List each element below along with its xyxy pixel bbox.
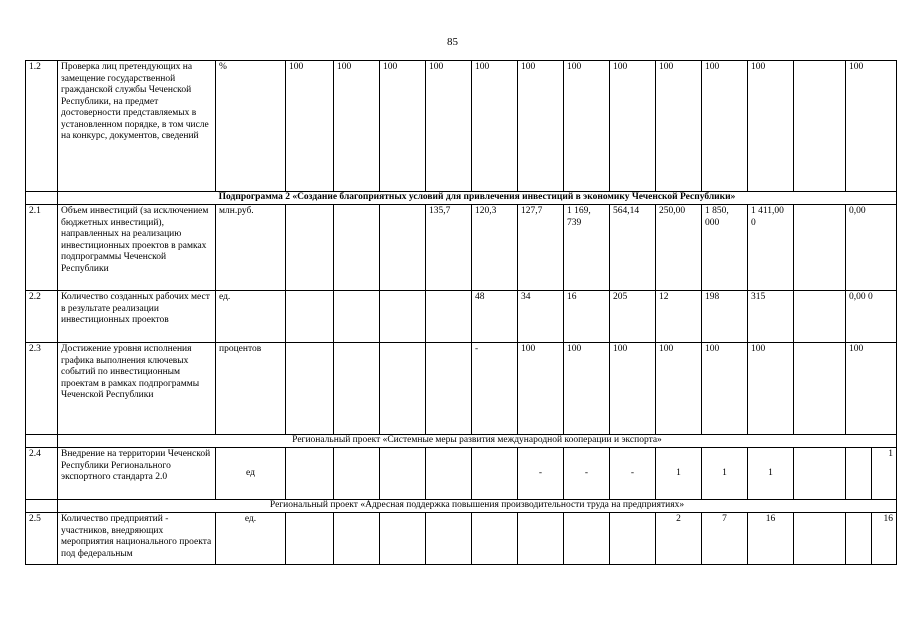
value-cell: 100	[286, 61, 334, 192]
row-number: 2.2	[26, 291, 58, 343]
value-cell	[472, 513, 518, 565]
regional-project-title: Региональный проект «Системные меры развития международной кооперации и экспорта»	[58, 435, 897, 448]
value-cell: 100	[472, 61, 518, 192]
value-cell: -	[564, 448, 610, 500]
value-cell: 1 169, 739	[564, 205, 610, 291]
value-cell	[380, 205, 426, 291]
value-cell	[472, 448, 518, 500]
value-cell: 16	[748, 513, 794, 565]
value-cell	[794, 448, 846, 500]
value-cell	[426, 343, 472, 435]
value-cell: 100	[564, 343, 610, 435]
value-cell	[286, 205, 334, 291]
value-cell: 135,7	[426, 205, 472, 291]
value-cell	[564, 513, 610, 565]
indicator-name: Количество предприятий - участников, внедряющих мероприятия национального проекта под федеральным	[58, 513, 216, 565]
regional-project-title: Региональный проект «Адресная поддержка повышения производительности труда на предприятиях»	[58, 500, 897, 513]
unit-cell: млн.руб.	[216, 205, 286, 291]
indicator-name: Количество созданных рабочих мест в результате реализации инвестиционных проектов	[58, 291, 216, 343]
value-cell: 100	[656, 343, 702, 435]
value-cell	[794, 343, 846, 435]
value-cell: 100	[702, 61, 748, 192]
row-number: 2.1	[26, 205, 58, 291]
value-cell: 564,14	[610, 205, 656, 291]
value-cell	[380, 343, 426, 435]
value-cell	[610, 513, 656, 565]
value-cell	[518, 513, 564, 565]
value-cell: 0,00	[846, 205, 897, 291]
value-cell: 1 411,00 0	[748, 205, 794, 291]
value-cell: 100	[518, 343, 564, 435]
value-cell: 100	[846, 61, 897, 192]
value-cell	[286, 448, 334, 500]
value-cell: 120,3	[472, 205, 518, 291]
value-cell: 48	[472, 291, 518, 343]
value-cell: 100	[610, 61, 656, 192]
value-cell: 100	[564, 61, 610, 192]
value-cell: 100	[748, 61, 794, 192]
section-heading-row	[26, 500, 897, 513]
value-cell: 12	[656, 291, 702, 343]
value-cell: 100	[846, 343, 897, 435]
value-cell: 16	[872, 513, 897, 565]
section-heading-row	[26, 192, 897, 205]
subprogram-title: Подпрограмма 2 «Создание благоприятных условий для привлечения инвестиций в экономику Чеченской Республики»	[58, 192, 897, 205]
table-row	[26, 61, 897, 192]
value-cell: -	[472, 343, 518, 435]
value-cell: 1	[702, 448, 748, 500]
section-heading-row	[26, 435, 897, 448]
value-cell: 250,00	[656, 205, 702, 291]
value-cell: 205	[610, 291, 656, 343]
value-cell	[334, 448, 380, 500]
value-cell: -	[610, 448, 656, 500]
value-cell: 127,7	[518, 205, 564, 291]
value-cell: 100	[380, 61, 426, 192]
value-cell	[286, 291, 334, 343]
value-cell	[334, 343, 380, 435]
unit-cell: ед.	[216, 291, 286, 343]
value-cell	[380, 448, 426, 500]
value-cell: 100	[426, 61, 472, 192]
table-row	[26, 291, 897, 343]
indicator-name: Внедрение на территории Чеченской Республики Регионального экспортного стандарта 2.0	[58, 448, 216, 500]
indicator-name: Достижение уровня исполнения графика выполнения ключевых событий по инвестиционным проектам в рамках подпрограммы Чеченской Республики	[58, 343, 216, 435]
value-cell: 0,00 0	[846, 291, 897, 343]
value-cell	[334, 513, 380, 565]
value-cell	[334, 205, 380, 291]
value-cell: 100	[334, 61, 380, 192]
value-cell: 1	[748, 448, 794, 500]
table-row	[26, 205, 897, 291]
indicator-name: Проверка лиц претендующих на замещение государственной гражданской службы Чеченской Республики, на предмет достоверности представляемых в установленном порядке, в том числе на конкурс, документов, сведений	[58, 61, 216, 192]
value-cell: 1 850, 000	[702, 205, 748, 291]
value-cell: 100	[518, 61, 564, 192]
page-number: 85	[447, 36, 458, 48]
value-cell: 34	[518, 291, 564, 343]
value-cell	[380, 291, 426, 343]
unit-cell: %	[216, 61, 286, 192]
row-number: 2.5	[26, 513, 58, 565]
value-cell	[794, 61, 846, 192]
value-cell	[286, 513, 334, 565]
indicator-name: Объем инвестиций (за исключением бюджетных инвестиций), направленных на реализацию инвестиционных проектов в рамках подпрограммы Чеченской Республики	[58, 205, 216, 291]
value-cell: 1	[872, 448, 897, 500]
row-number: 1.2	[26, 61, 58, 192]
table-row	[26, 513, 897, 565]
value-cell: 7	[702, 513, 748, 565]
unit-cell: процентов	[216, 343, 286, 435]
row-number: 2.3	[26, 343, 58, 435]
value-cell: 1	[656, 448, 702, 500]
table-row	[26, 448, 897, 500]
value-cell	[334, 291, 380, 343]
value-cell	[794, 513, 846, 565]
value-cell: 16	[564, 291, 610, 343]
unit-cell: ед	[216, 448, 286, 500]
table-row	[26, 343, 897, 435]
value-cell	[426, 448, 472, 500]
indicators-table	[25, 60, 897, 565]
unit-cell: ед.	[216, 513, 286, 565]
value-cell	[426, 291, 472, 343]
row-number: 2.4	[26, 448, 58, 500]
value-cell: 315	[748, 291, 794, 343]
value-cell	[380, 513, 426, 565]
value-cell: -	[518, 448, 564, 500]
value-cell	[794, 205, 846, 291]
value-cell: 2	[656, 513, 702, 565]
value-cell: 100	[748, 343, 794, 435]
value-cell	[286, 343, 334, 435]
value-cell: 100	[610, 343, 656, 435]
value-cell	[426, 513, 472, 565]
value-cell	[794, 291, 846, 343]
value-cell: 198	[702, 291, 748, 343]
value-cell: 100	[702, 343, 748, 435]
value-cell: 100	[656, 61, 702, 192]
